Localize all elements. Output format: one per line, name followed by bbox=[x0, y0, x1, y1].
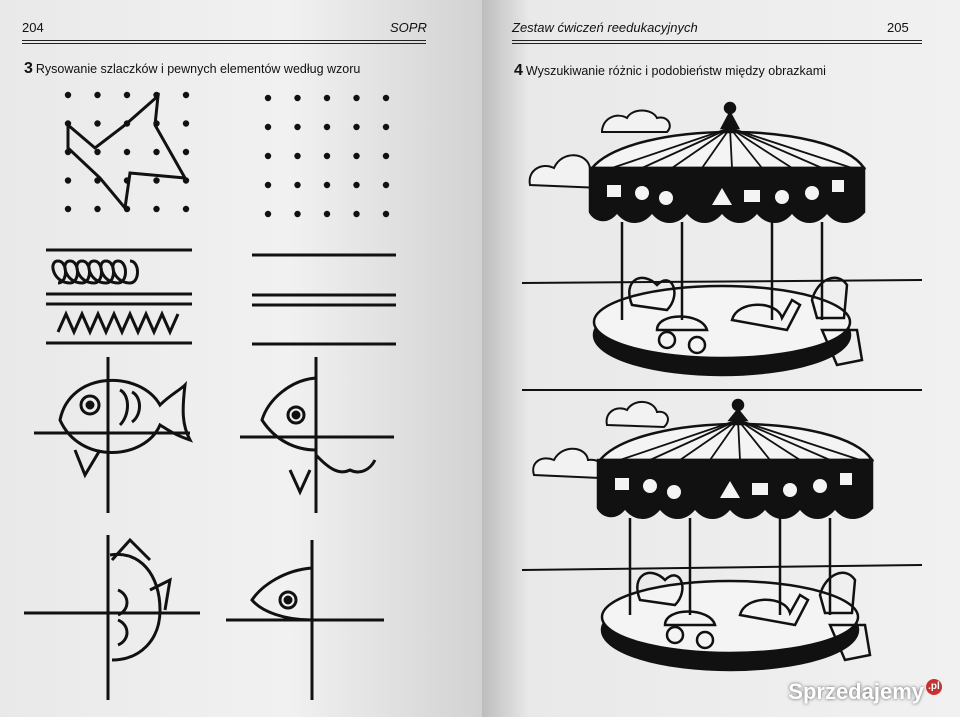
exercise-3-number: 3 bbox=[24, 60, 33, 77]
grid-dot bbox=[265, 153, 271, 159]
grid-dot bbox=[353, 95, 359, 101]
grid-dot bbox=[183, 120, 189, 126]
cloud-icon bbox=[607, 402, 668, 427]
copy-lines bbox=[252, 255, 396, 344]
exercise-4-drawings bbox=[482, 0, 960, 717]
grid-dot bbox=[294, 153, 300, 159]
grid-dot bbox=[383, 211, 389, 217]
right-header-title: Zestaw ćwiczeń reedukacyjnych bbox=[512, 20, 698, 35]
grid-dot bbox=[294, 95, 300, 101]
grid-dot bbox=[94, 206, 100, 212]
grid-dot bbox=[265, 211, 271, 217]
grid-dot bbox=[353, 153, 359, 159]
left-page-number: 204 bbox=[22, 20, 44, 35]
grid-dot bbox=[294, 211, 300, 217]
carousel-picture-1 bbox=[590, 103, 864, 375]
grid-dot bbox=[324, 95, 330, 101]
fish-pattern-2 bbox=[24, 535, 200, 700]
grid-dot bbox=[353, 211, 359, 217]
grid-dot bbox=[65, 92, 71, 98]
grid-dot bbox=[94, 149, 100, 155]
grid-dot bbox=[153, 149, 159, 155]
grid-dot bbox=[183, 149, 189, 155]
loop-pattern bbox=[46, 250, 192, 343]
grid-dot bbox=[124, 149, 130, 155]
grid-dot bbox=[65, 177, 71, 183]
grid-dot bbox=[383, 124, 389, 130]
grid-dot bbox=[383, 182, 389, 188]
left-header-title: SOPR bbox=[390, 20, 427, 35]
grid-dot bbox=[124, 92, 130, 98]
exercise-3-text: Rysowanie szlaczków i pewnych elementów według wzoru bbox=[35, 62, 361, 76]
grid-dot bbox=[265, 124, 271, 130]
grid-dot bbox=[324, 211, 330, 217]
ground-line-top bbox=[522, 280, 922, 283]
right-page-number: 205 bbox=[887, 20, 909, 35]
grid-dot bbox=[153, 206, 159, 212]
dot-grid-empty bbox=[265, 95, 389, 217]
grid-dot bbox=[383, 153, 389, 159]
grid-dot bbox=[183, 206, 189, 212]
right-page bbox=[482, 0, 960, 717]
grid-dot bbox=[183, 92, 189, 98]
grid-dot bbox=[265, 95, 271, 101]
grid-dot bbox=[294, 182, 300, 188]
watermark-badge: .pl bbox=[926, 679, 942, 695]
grid-dot bbox=[353, 182, 359, 188]
grid-dot bbox=[153, 177, 159, 183]
fish-pattern-1 bbox=[34, 357, 190, 513]
carousel-picture-2 bbox=[598, 400, 872, 670]
exercise-4-text: Wyszukiwanie różnic i podobieństw między obrazkami bbox=[525, 64, 826, 78]
cloud-icon bbox=[602, 111, 670, 133]
grid-dot bbox=[265, 182, 271, 188]
grid-dot bbox=[65, 206, 71, 212]
fish-half-2 bbox=[226, 540, 384, 700]
ground-line-bottom bbox=[522, 565, 922, 570]
cloud-icon bbox=[533, 449, 603, 478]
exercise-4-number: 4 bbox=[514, 62, 523, 79]
fish-half-1 bbox=[240, 357, 394, 513]
grid-dot bbox=[294, 124, 300, 130]
grid-dot bbox=[353, 124, 359, 130]
grid-dot bbox=[383, 95, 389, 101]
grid-dot bbox=[324, 124, 330, 130]
watermark-text: Sprzedajemy bbox=[788, 679, 924, 704]
grid-dot bbox=[324, 182, 330, 188]
grid-dot bbox=[94, 92, 100, 98]
grid-dot bbox=[94, 120, 100, 126]
grid-dot bbox=[324, 153, 330, 159]
watermark-logo bbox=[788, 679, 942, 705]
